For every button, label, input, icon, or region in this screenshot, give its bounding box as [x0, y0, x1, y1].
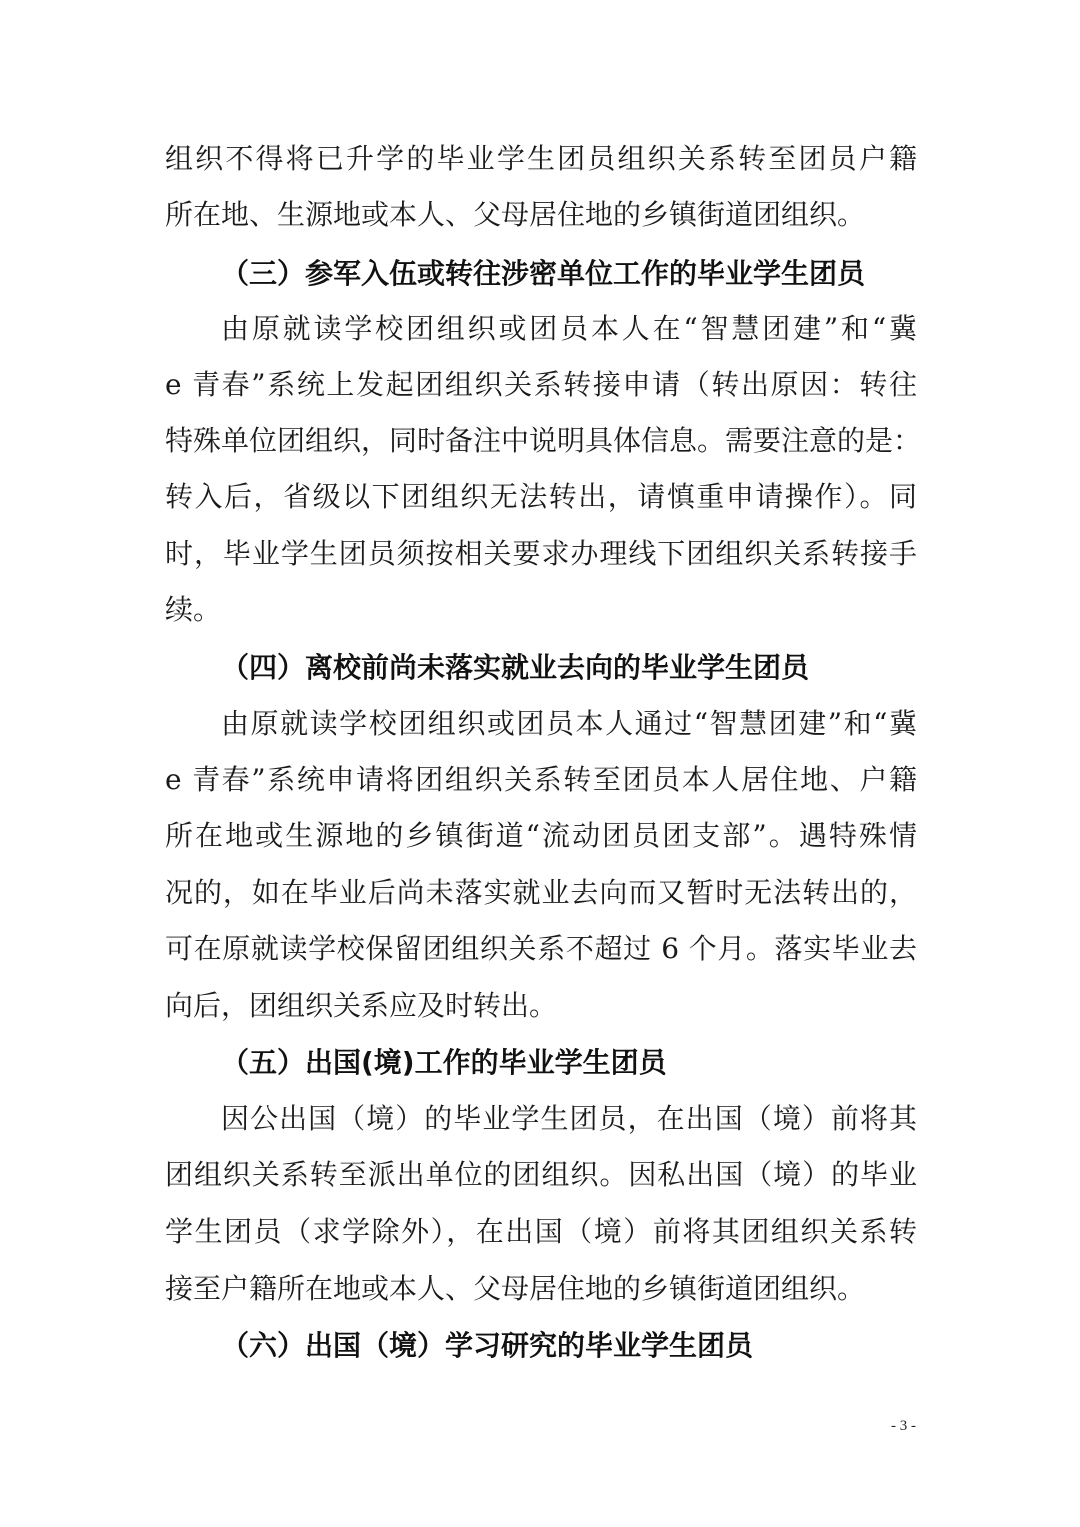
body-line: 所在地、生源地或本人、父母居住地的乡镇街道团组织。: [165, 198, 866, 231]
body-line: 学生团员（求学除外），在出国（境）前将其团组织关系转: [165, 1215, 917, 1248]
section-heading-6: （六）出国（境）学习研究的毕业学生团员: [221, 1329, 754, 1362]
body-line: e 青春”系统申请将团组织关系转至团员本人居住地、户籍: [165, 763, 917, 796]
body-line: 组织不得将已升学的毕业学生团员组织关系转至团员户籍: [165, 142, 917, 175]
section-heading-5: （五）出国(境)工作的毕业学生团员: [221, 1046, 667, 1079]
body-line: 特殊单位团组织，同时备注中说明具体信息。需要注意的是：: [165, 424, 922, 457]
body-line: 所在地或生源地的乡镇街道“流动团员团支部”。遇特殊情: [165, 819, 917, 852]
page-number: - 3 -: [891, 1418, 916, 1434]
body-line: 因公出国（境）的毕业学生团员，在出国（境）前将其: [221, 1102, 917, 1135]
body-line: 接至户籍所在地或本人、父母居住地的乡镇街道团组织。: [165, 1272, 866, 1305]
body-line: e 青春”系统上发起团组织关系转接申请（转出原因：转往: [165, 368, 917, 401]
section-heading-3: （三）参军入伍或转往涉密单位工作的毕业学生团员: [221, 257, 866, 290]
body-line: 向后，团组织关系应及时转出。: [165, 989, 558, 1022]
body-line: 团组织关系转至派出单位的团组织。因私出国（境）的毕业: [165, 1158, 917, 1191]
body-line: 由原就读学校团组织或团员本人在“智慧团建”和“冀: [221, 312, 917, 345]
body-line: 由原就读学校团组织或团员本人通过“智慧团建”和“冀: [221, 707, 917, 740]
body-line: 续。: [165, 593, 222, 626]
body-line: 况的，如在毕业后尚未落实就业去向而又暂时无法转出的，: [165, 876, 917, 909]
body-line: 时，毕业学生团员须按相关要求办理线下团组织关系转接手: [165, 537, 917, 570]
body-line: 可在原就读学校保留团组织关系不超过 6 个月。落实毕业去: [165, 932, 917, 965]
section-heading-4: （四）离校前尚未落实就业去向的毕业学生团员: [221, 651, 810, 684]
body-line: 转入后，省级以下团组织无法转出，请慎重申请操作）。同: [165, 480, 917, 513]
